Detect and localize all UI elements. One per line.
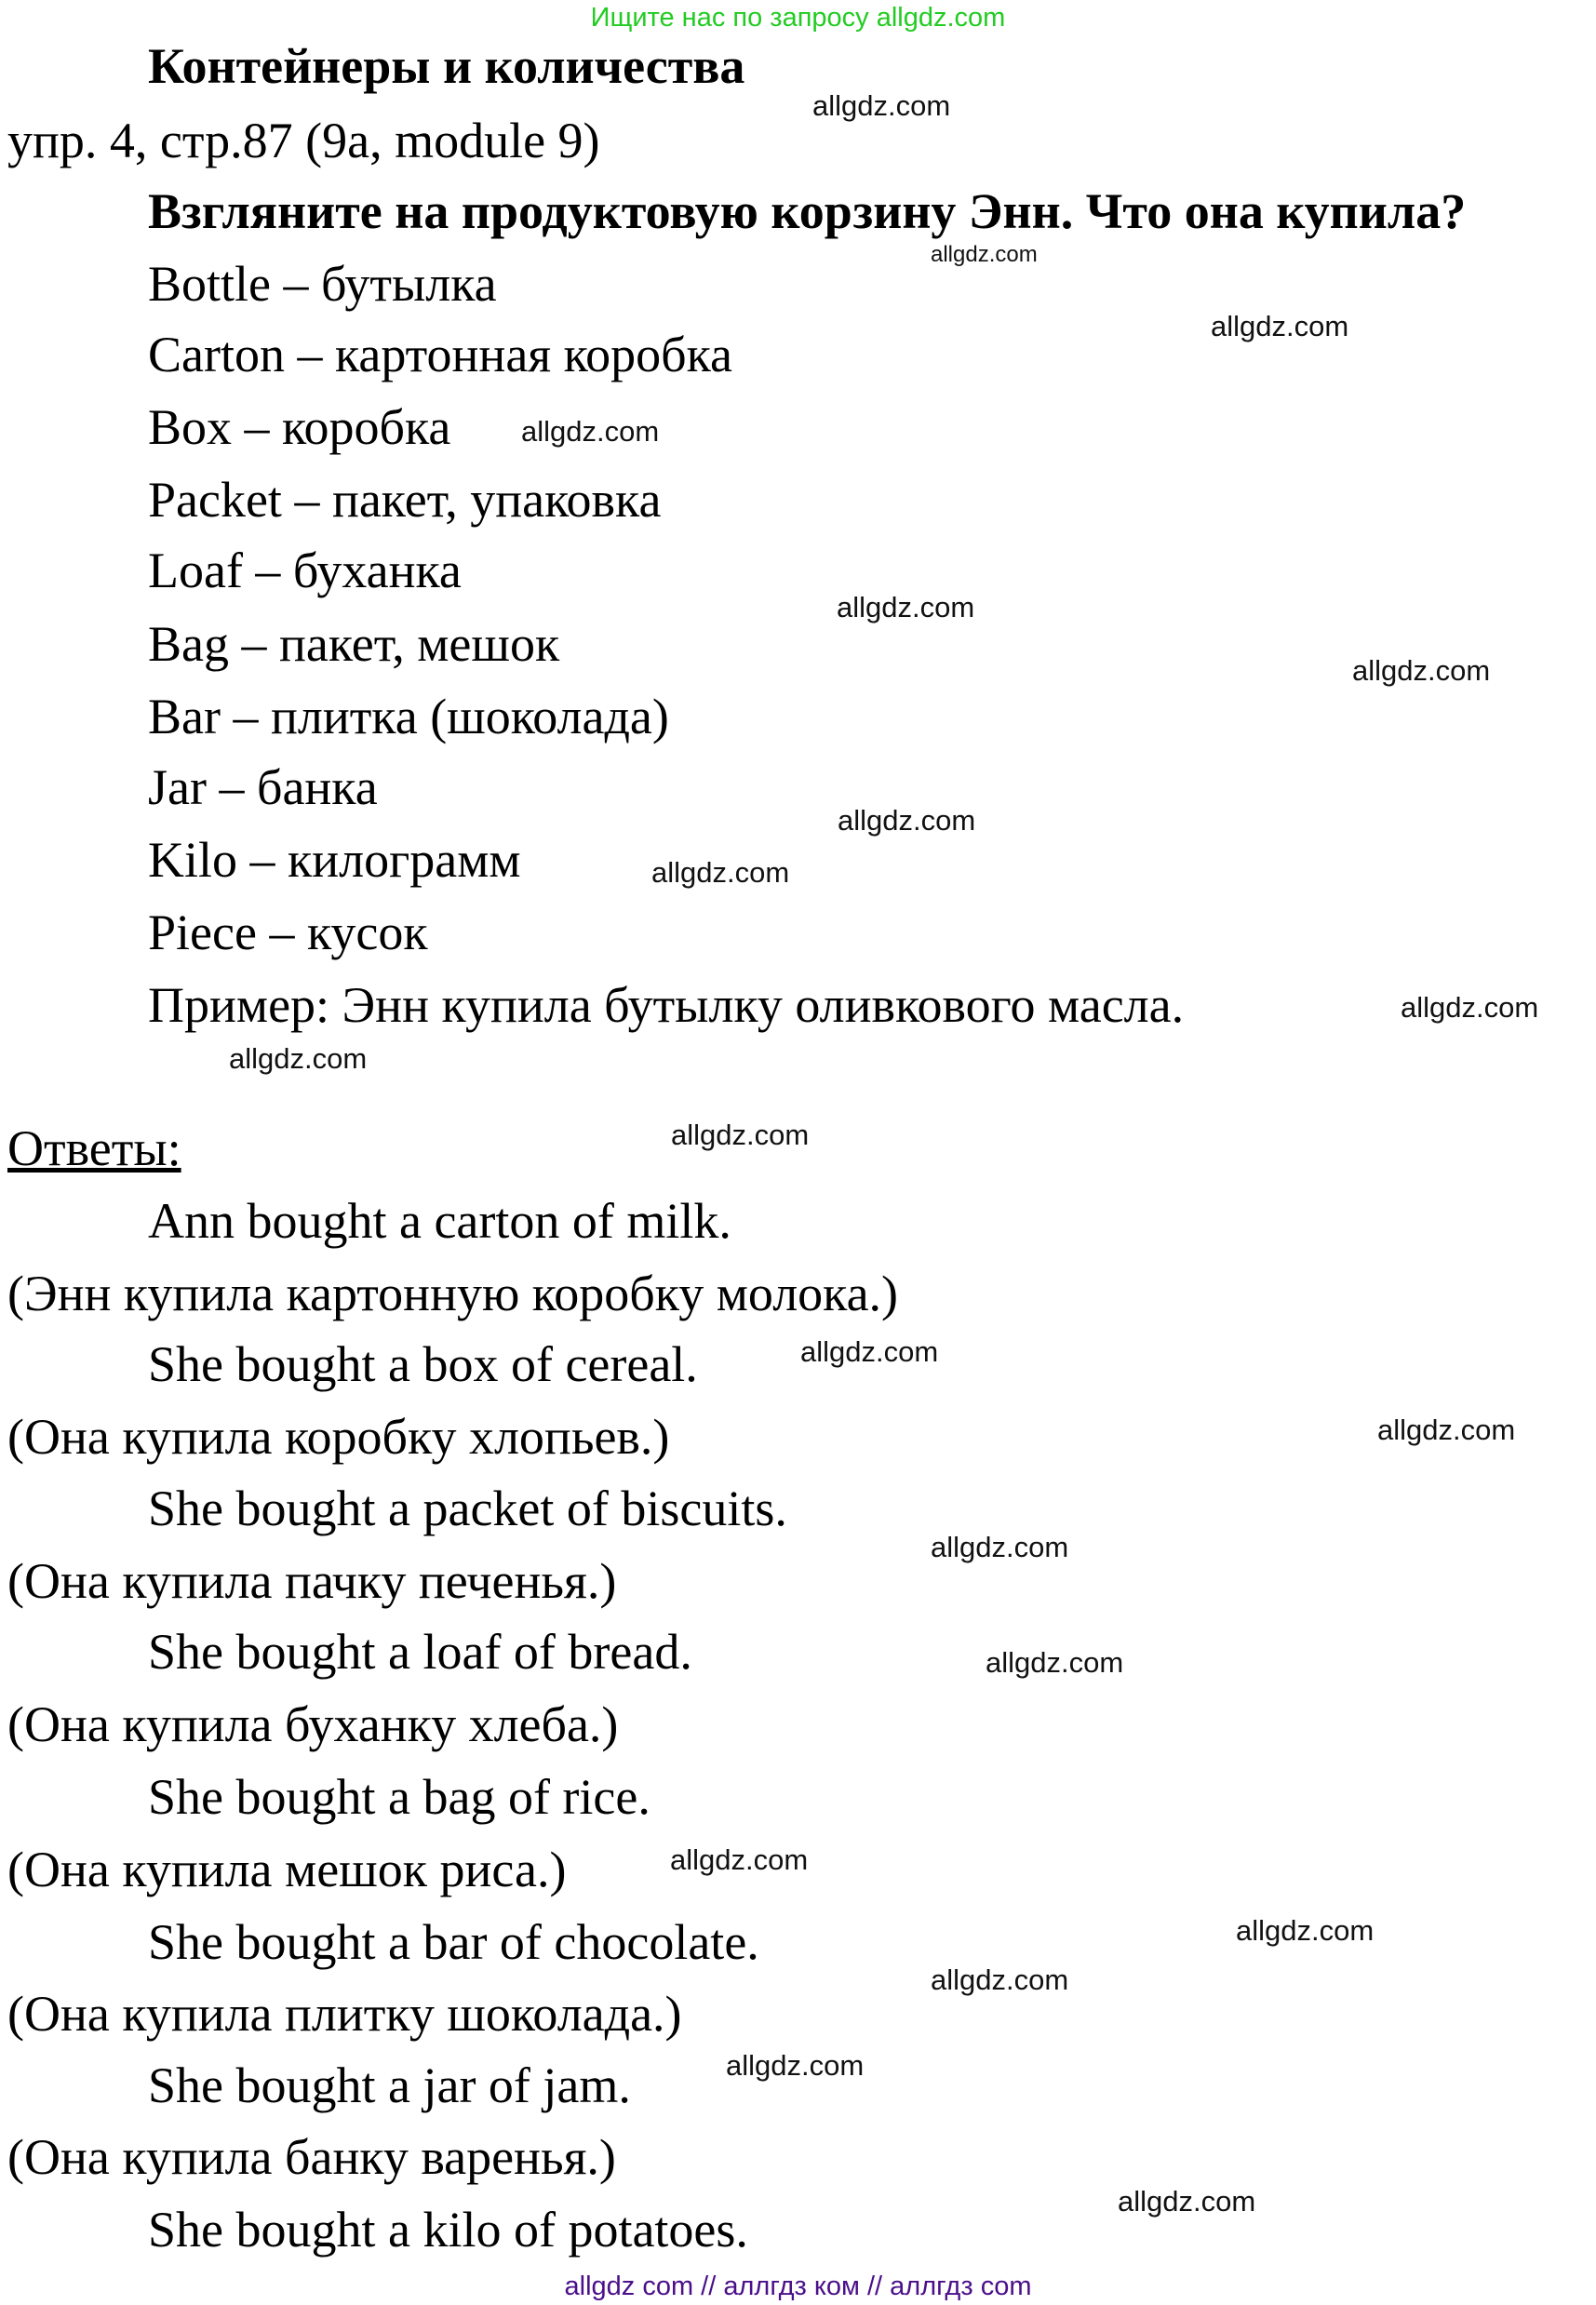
watermark: allgdz.com bbox=[1377, 1414, 1516, 1446]
task-text: Взгляните на продуктовую корзину Энн. Что она купила? bbox=[148, 183, 1467, 239]
watermark: allgdz.com bbox=[1211, 310, 1349, 342]
answer-english: She bought a loaf of bread. bbox=[148, 1624, 692, 1680]
answer-english: Ann bought a carton of milk. bbox=[148, 1193, 731, 1249]
page-title: Контейнеры и количества bbox=[148, 38, 745, 94]
watermark: allgdz.com bbox=[986, 1646, 1124, 1679]
watermark: allgdz.com bbox=[1236, 1914, 1375, 1947]
answer-russian: (Она купила буханку хлеба.) bbox=[7, 1696, 619, 1752]
vocab-item: Kilo – килограмм bbox=[148, 832, 521, 888]
vocab-item: Piece – кусок bbox=[148, 905, 428, 960]
answer-english: She bought a packet of biscuits. bbox=[148, 1481, 787, 1536]
answer-russian: (Она купила плитку шоколада.) bbox=[7, 1986, 682, 2042]
example-text: Пример: Энн купила бутылку оливкового масла. bbox=[148, 977, 1185, 1033]
watermark: allgdz.com bbox=[671, 1119, 810, 1151]
vocab-item: Carton – картонная коробка bbox=[148, 327, 732, 382]
watermark: allgdz.com bbox=[931, 242, 1038, 267]
answer-russian: (Она купила пачку печенья.) bbox=[7, 1553, 617, 1609]
watermark: allgdz.com bbox=[670, 1843, 809, 1876]
watermark: allgdz.com bbox=[229, 1042, 368, 1075]
watermark: allgdz.com bbox=[837, 591, 975, 623]
answer-english: She bought a kilo of potatoes. bbox=[148, 2202, 748, 2258]
answer-english: She bought a jar of jam. bbox=[148, 2057, 631, 2113]
watermark: allgdz.com bbox=[651, 856, 790, 889]
vocab-item: Loaf – буханка bbox=[148, 543, 462, 598]
footer-links[interactable]: allgdz com // аллгдз ком // аллгдз com bbox=[564, 2271, 1032, 2301]
answer-english: She bought a box of cereal. bbox=[148, 1336, 698, 1392]
watermark: allgdz.com bbox=[838, 804, 976, 837]
vocab-item: Packet – пакет, упаковка bbox=[148, 472, 662, 528]
watermark: allgdz.com bbox=[1401, 991, 1539, 1024]
watermark: allgdz.com bbox=[1118, 2185, 1256, 2218]
answer-russian: (Она купила мешок риса.) bbox=[7, 1842, 567, 1897]
answers-heading: Ответы: bbox=[7, 1120, 181, 1176]
exercise-reference: упр. 4, стр.87 (9a, module 9) bbox=[7, 113, 600, 168]
answer-russian: (Энн купила картонную коробку молока.) bbox=[7, 1266, 899, 1321]
vocab-item: Bar – плитка (шоколада) bbox=[148, 689, 669, 744]
watermark: allgdz.com bbox=[931, 1963, 1069, 1996]
answer-english: She bought a bag of rice. bbox=[148, 1769, 650, 1825]
watermark: allgdz.com bbox=[726, 2049, 865, 2082]
answer-russian: (Она купила коробку хлопьев.) bbox=[7, 1409, 670, 1465]
search-banner-link[interactable]: Ищите нас по запросу allgdz.com bbox=[590, 3, 1006, 33]
vocab-item: Jar – банка bbox=[148, 759, 378, 815]
watermark: allgdz.com bbox=[931, 1531, 1069, 1563]
watermark: allgdz.com bbox=[800, 1335, 939, 1368]
vocab-item: Box – коробка bbox=[148, 399, 451, 455]
answer-english: She bought a bar of chocolate. bbox=[148, 1914, 759, 1970]
watermark: allgdz.com bbox=[812, 89, 951, 122]
answer-russian: (Она купила банку варенья.) bbox=[7, 2129, 616, 2185]
watermark: allgdz.com bbox=[1352, 654, 1491, 687]
watermark: allgdz.com bbox=[521, 415, 660, 448]
vocab-item: Bag – пакет, мешок bbox=[148, 616, 560, 672]
vocab-item: Bottle – бутылка bbox=[148, 256, 497, 312]
